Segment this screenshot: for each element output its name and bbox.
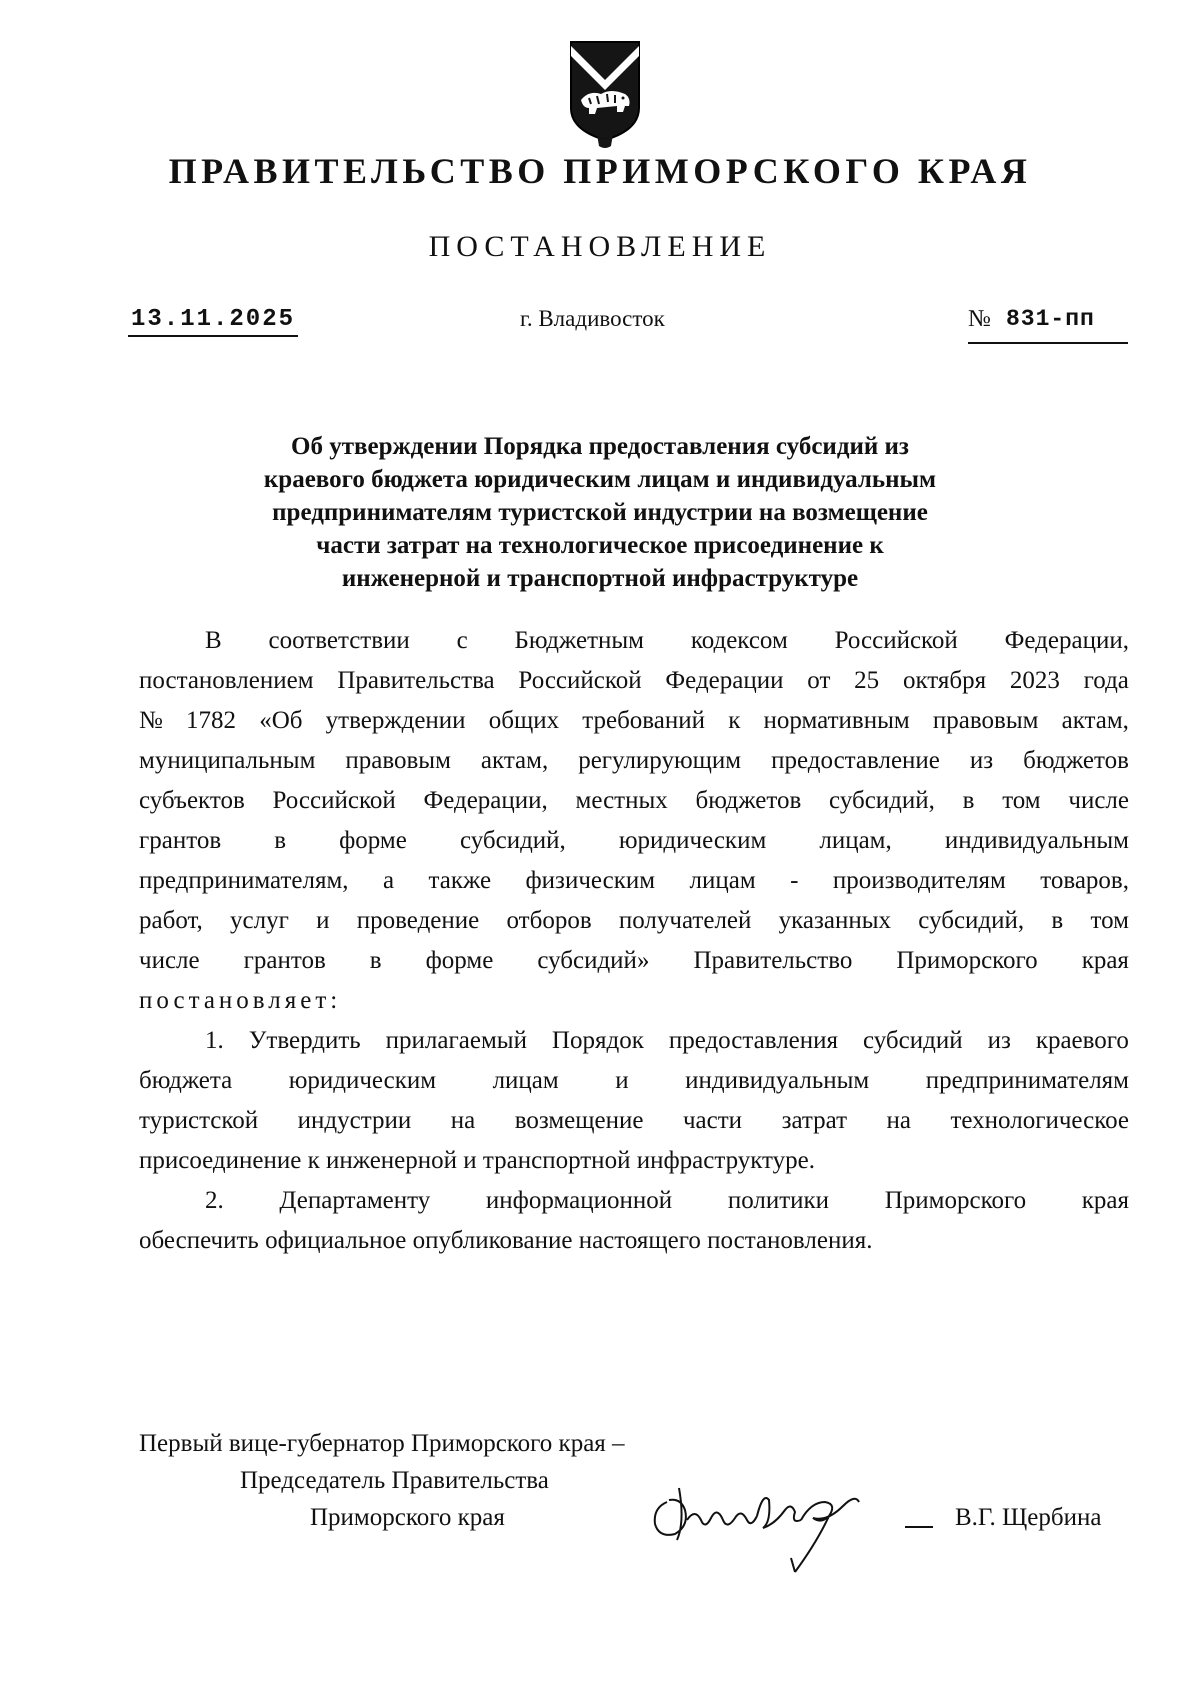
body-line: работ, услуг и проведение отборов получателей указанных субсидий, в том [139,907,1129,934]
document-subject [150,430,1050,595]
subject-line: Об утверждении Порядка предоставления субсидий из [291,433,909,460]
government-title: ПРАВИТЕЛЬСТВО ПРИМОРСКОГО КРАЯ [168,151,1032,191]
body-line: туристской индустрии на возмещение части затрат на технологическое [139,1107,1129,1134]
document-type: ПОСТАНОВЛЕНИЕ [428,230,772,263]
body-line: В соответствии с Бюджетным кодексом Российской Федерации, [205,627,1129,654]
body-line: 1. Утвердить прилагаемый Порядок предоставления субсидий из краевого [205,1027,1129,1054]
body-line: муниципальным правовым актам, регулирующим предоставление из бюджетов [139,747,1129,774]
signer-position: Приморского края [310,1504,505,1531]
coat-of-arms-icon [567,38,643,150]
subject-line: предпринимателям туристской индустрии на возмещение [272,499,928,526]
body-line: бюджета юридическим лицам и индивидуальным предпринимателям [139,1067,1129,1094]
signer-position: Первый вице-губернатор Приморского края – [139,1430,625,1457]
body-line: присоединение к инженерной и транспортной инфраструктуре. [139,1147,816,1174]
subject-line: инженерной и транспортной инфраструктуре [341,565,859,592]
signature-dash [905,1526,933,1528]
body-line: постановляет: [139,987,342,1014]
subject-line: краевого бюджета юридическим лицам и индивидуальным [263,466,937,493]
number-value: 831-пп [1006,306,1095,332]
handwritten-signature-icon [645,1462,905,1577]
subject-line: части затрат на технологическое присоединение к [316,532,884,559]
signer-position: Председатель Правительства [240,1467,549,1494]
body-line: 2. Департаменту информационной политики Приморского края [205,1187,1129,1214]
body-line: субъектов Российской Федерации, местных бюджетов субсидий, в том числе [139,787,1129,814]
body-line: грантов в форме субсидий, юридическим лицам, индивидуальным [139,827,1129,854]
document-city: г. Владивосток [520,306,665,331]
body-line: предпринимателям, а также физическим лицам - производителям товаров, [139,867,1129,894]
document-number [968,306,1128,344]
body-line: обеспечить официальное опубликование настоящего постановления. [139,1227,873,1254]
signer-name: В.Г. Щербина [955,1504,1102,1531]
body-line: числе грантов в форме субсидий» Правительство Приморского края [139,947,1129,974]
number-sign: № [968,306,991,332]
body-line: № 1782 «Об утверждении общих требований к нормативным правовым актам, [139,707,1129,734]
body-line: постановлением Правительства Российской Федерации от 25 октября 2023 года [139,667,1129,694]
document-date: 13.11.2025 [128,306,298,337]
